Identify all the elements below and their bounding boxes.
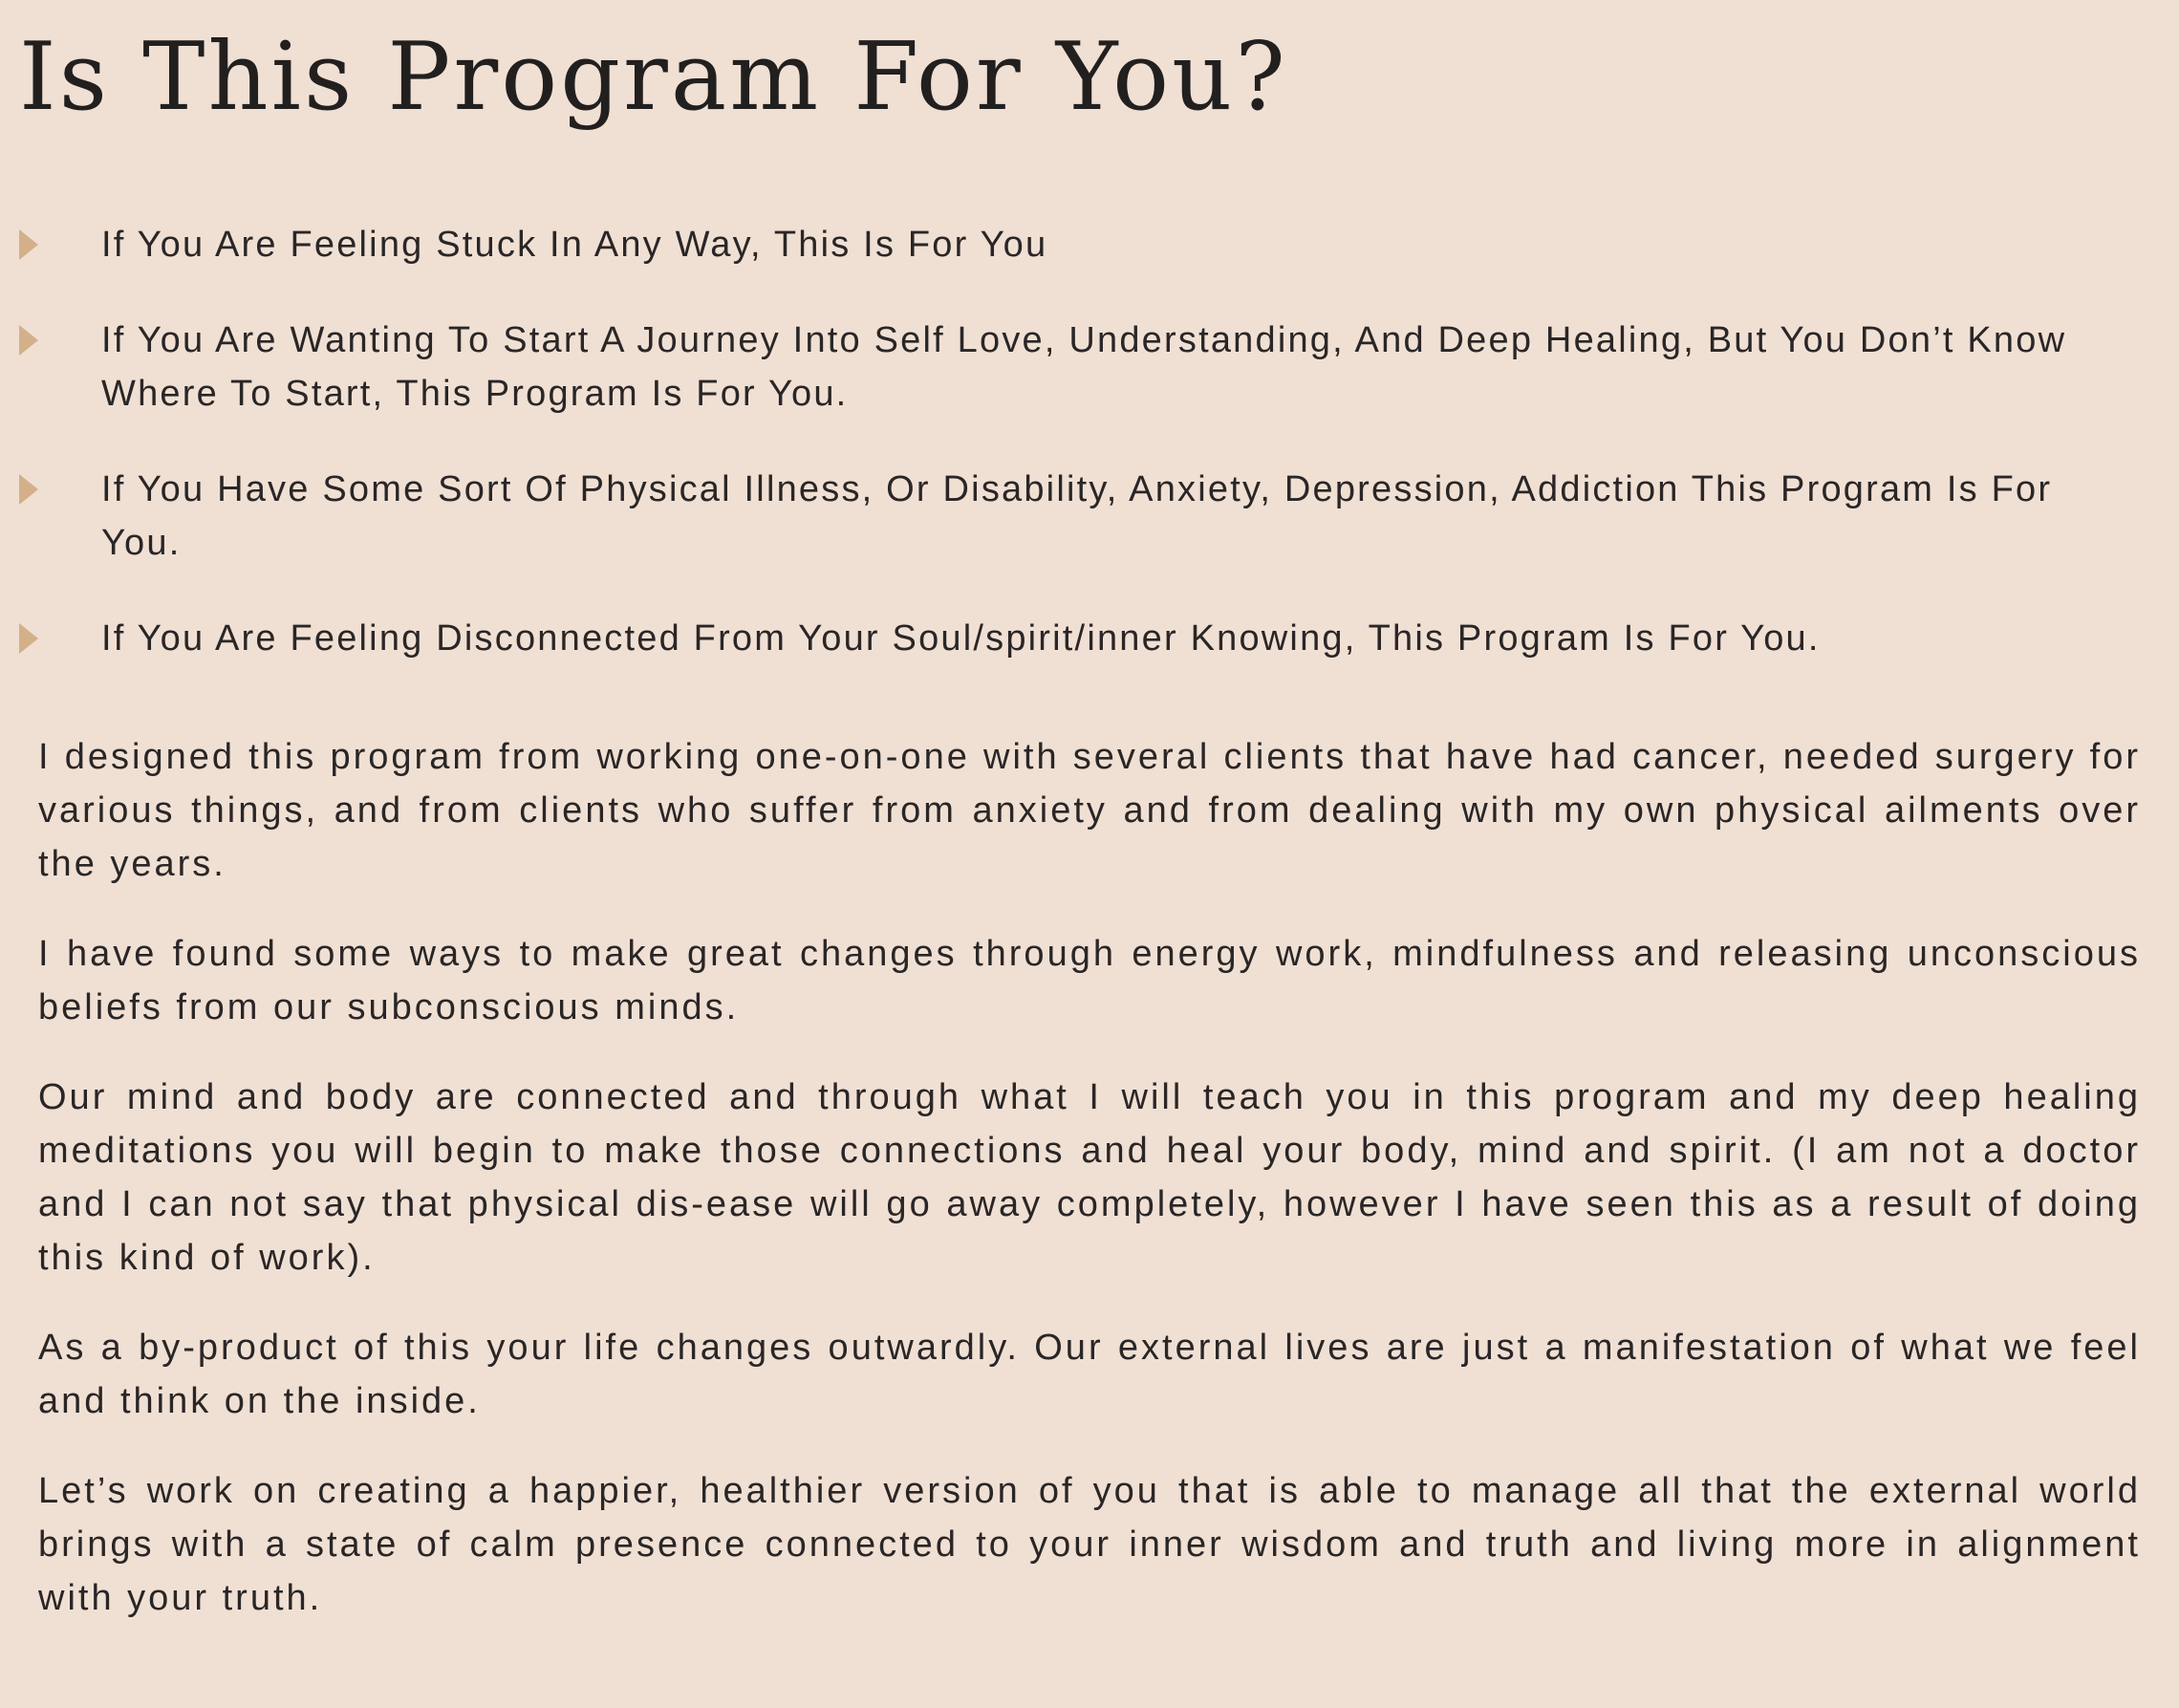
list-item-text: If You Are Wanting To Start A Journey Into Self Love, Understanding, And Deep Healing, But You Don’t Know Where To Start, This Program Is For You.	[101, 320, 2067, 414]
caret-right-icon	[19, 229, 38, 260]
caret-right-icon	[19, 325, 38, 356]
list-item-text: If You Are Feeling Stuck In Any Way, This Is For You	[101, 225, 1048, 265]
caret-right-icon	[19, 474, 38, 505]
body-text	[38, 730, 2141, 1661]
list-item	[0, 463, 2160, 570]
paragraph: Our mind and body are connected and through what I will teach you in this program and my deep healing meditations you will begin to make those connections and heal your body, mind and spirit. (I am not a doctor and I can not say that physical dis-ease will go away completely, however I have seen this as a result of doing this kind of work).	[38, 1077, 2141, 1278]
paragraph: I have found some ways to make great changes through energy work, mindfulness and releasing unconscious beliefs from our subconscious minds.	[38, 934, 2141, 1027]
list-item-text: If You Are Feeling Disconnected From Your Soul/spirit/inner Knowing, This Program Is For You.	[101, 618, 1821, 659]
paragraph: As a by-product of this your life changes outwardly. Our external lives are just a manifestation of what we feel and think on the inside.	[38, 1328, 2141, 1421]
list-item-text: If You Have Some Sort Of Physical Illness, Or Disability, Anxiety, Depression, Addiction This Program Is For You.	[101, 469, 2053, 563]
list-item	[0, 218, 2160, 271]
paragraph: Let’s work on creating a happier, healthier version of you that is able to manage all that the external world brings with a state of calm presence connected to your inner wisdom and truth and living more in alignment with your truth.	[38, 1471, 2141, 1618]
list-item	[0, 612, 2160, 665]
page-title: Is This Program For You?	[19, 23, 1288, 132]
paragraph: I designed this program from working one-on-one with several clients that have had cancer, needed surgery for various things, and from clients who suffer from anxiety and from dealing with my own physical ailments over the years.	[38, 737, 2141, 884]
caret-right-icon	[19, 623, 38, 654]
bullet-list	[0, 218, 2160, 665]
list-item	[0, 313, 2160, 421]
